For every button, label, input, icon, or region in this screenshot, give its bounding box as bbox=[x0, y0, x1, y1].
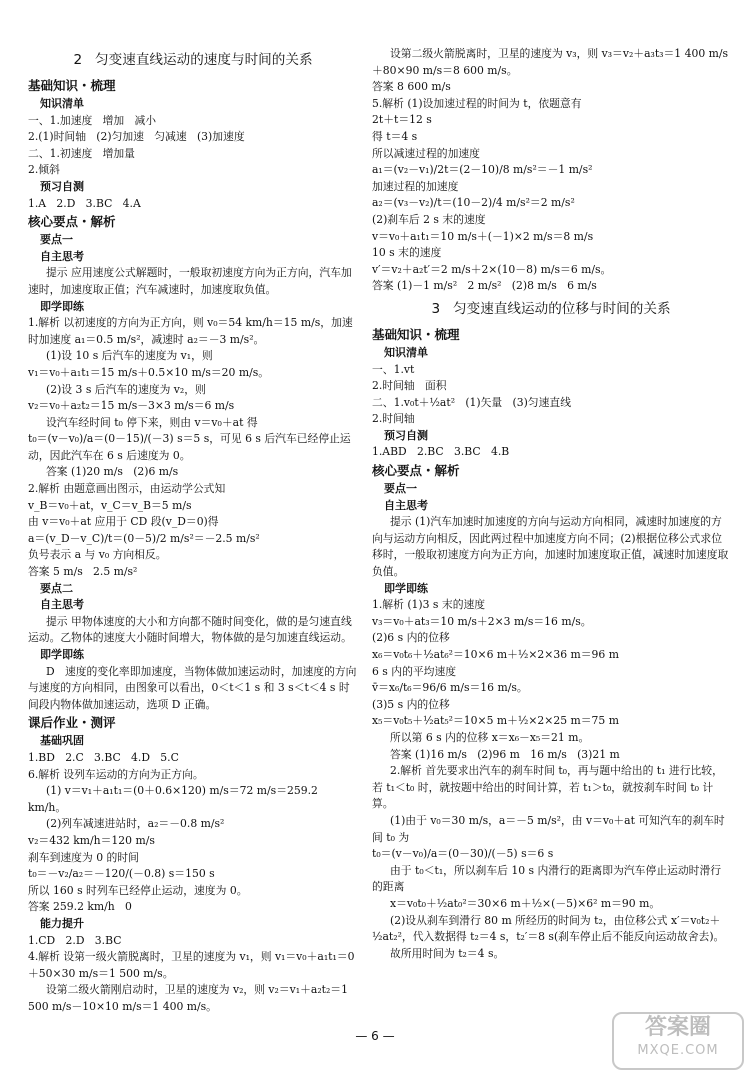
text-line: 故所用时间为 t₂＝4 s。 bbox=[390, 946, 505, 960]
subheading: 预习自测 bbox=[384, 428, 428, 442]
watermark-url: MXQE.COM bbox=[637, 1043, 719, 1058]
text-line: 2.倾斜 bbox=[28, 163, 60, 177]
right-column bbox=[372, 46, 730, 962]
watermark-logo bbox=[612, 1012, 744, 1070]
left-column bbox=[28, 46, 358, 1015]
text-line: a＝(v_D－v_C)/t＝(0－5)/2 m/s²＝－2.5 m/s² bbox=[28, 531, 260, 545]
text-line: 得 t＝4 s bbox=[372, 129, 418, 143]
text-line: (1) v＝v₁＋a₁t₁＝(0＋0.6×120) m/s＝72 m/s＝259.2 km/h。 bbox=[28, 784, 322, 814]
text-line: v_B＝v₀＋at，v_C＝v_B＝5 m/s bbox=[28, 498, 192, 512]
subheading: 知识清单 bbox=[40, 97, 84, 110]
text-line: v₂＝432 km/h＝120 m/s bbox=[28, 833, 155, 847]
text-line: (2)6 s 内的位移 bbox=[372, 631, 450, 645]
watermark-text: 答案圈 bbox=[644, 1015, 711, 1040]
text-line: t₀＝－v₂/a₂＝－120/(－0.8) s＝150 s bbox=[28, 867, 215, 881]
text-line: 10 s 末的速度 bbox=[372, 246, 442, 260]
text-line: 1.A 2.D 3.BC 4.A bbox=[28, 196, 141, 210]
text-line: t₀＝(v－v₀)/a＝(0－15)/(－3) s＝5 s，可见 6 s 后汽车已经停止运动，因此汽车在 6 s 后速度为 0。 bbox=[28, 432, 351, 462]
text-line: 刹车到速度为 0 的时间 bbox=[28, 850, 139, 864]
subheading: 基础巩固 bbox=[40, 734, 84, 748]
text-line: (3)5 s 内的位移 bbox=[372, 697, 450, 711]
text-line: 所以第 6 s 内的位移 x＝x₆－x₅＝21 m。 bbox=[390, 730, 590, 744]
text-line: v₂＝v₀＋a₂t₂＝15 m/s－3×3 m/s＝6 m/s bbox=[28, 399, 235, 413]
text-line: 2.时间轴 bbox=[372, 412, 415, 426]
part-heading: 核心要点・解析 bbox=[28, 214, 116, 230]
text-line: 1.CD 2.D 3.BC bbox=[28, 933, 122, 947]
text-line: (2)刹车后 2 s 末的速度 bbox=[372, 212, 486, 226]
part-heading: 基础知识・梳理 bbox=[28, 78, 116, 93]
text-line: 1.ABD 2.BC 3.BC 4.B bbox=[372, 445, 510, 459]
text-line: (2)列车减速进站时，a₂＝－0.8 m/s² bbox=[46, 817, 225, 831]
text-line: 一、1.vt bbox=[372, 362, 415, 376]
subheading: 即学即练 bbox=[40, 299, 84, 313]
text-line: 5.解析 (1)设加速过程的时间为 t，依题意有 bbox=[372, 96, 582, 110]
text-line: v₃＝v₀＋at₃＝10 m/s＋2×3 m/s＝16 m/s。 bbox=[372, 614, 592, 628]
text-line: a₂＝(v₃－v₂)/t＝(10－2)/4 m/s²＝2 m/s² bbox=[372, 196, 575, 210]
text-line: a₁＝(v₂－v₁)/2t＝(2－10)/8 m/s²＝－1 m/s² bbox=[372, 163, 593, 177]
text-line: 提示 甲物体速度的大小和方向都不随时间变化，做的是匀速直线运动。乙物体的速度大小随时间增大，物体做的是匀加速直线运动。 bbox=[28, 614, 352, 645]
text-line: 加速过程的加速度 bbox=[372, 179, 459, 193]
text-line: 2.时间轴 面积 bbox=[372, 379, 447, 393]
text-line: 所以减速过程的加速度 bbox=[372, 146, 480, 160]
text-line: 答案 259.2 km/h 0 bbox=[28, 900, 132, 914]
text-line: x＝v₀t₀＋½at₀²＝30×6 m＋½×(－5)×6² m＝90 m。 bbox=[390, 896, 661, 910]
subheading: 自主思考 bbox=[384, 498, 428, 512]
text-line: v̄＝x₆/t₆＝96/6 m/s＝16 m/s。 bbox=[372, 681, 528, 695]
text-line: 答案 5 m/s 2.5 m/s² bbox=[28, 565, 138, 579]
subheading: 预习自测 bbox=[40, 179, 84, 193]
subheading: 知识清单 bbox=[384, 345, 428, 359]
text-line: t₀＝(v－v₀)/a＝(0－30)/(－5) s＝6 s bbox=[372, 847, 554, 861]
subheading: 自主思考 bbox=[40, 598, 84, 612]
text-line: 负号表示 a 与 v₀ 方向相反。 bbox=[28, 548, 167, 562]
subheading: 自主思考 bbox=[40, 249, 84, 263]
text-line: 1.BD 2.C 3.BC 4.D 5.C bbox=[28, 750, 179, 764]
text-line: 答案 (1)16 m/s (2)96 m 16 m/s (3)21 m bbox=[390, 747, 620, 761]
text-line: 由 v＝v₀＋at 应用于 CD 段(v_D＝0)得 bbox=[28, 515, 219, 529]
subheading: 即学即练 bbox=[40, 648, 84, 661]
text-line: x₆＝v₀t₆＋½at₆²＝10×6 m＋½×2×36 m＝96 m bbox=[372, 648, 619, 661]
text-line: 设汽车经时间 t₀ 停下来，则由 v＝v₀＋at 得 bbox=[46, 415, 258, 429]
text-line: 所以 160 s 时列车已经停止运动，速度为 0。 bbox=[28, 883, 248, 897]
text-line: (1)设 10 s 后汽车的速度为 v₁，则 bbox=[46, 349, 213, 363]
text-line: 6.解析 设列车运动的方向为正方向。 bbox=[28, 767, 204, 781]
text-line: v₁＝v₀＋a₁t₁＝15 m/s＋0.5×10 m/s＝20 m/s。 bbox=[28, 365, 270, 379]
subheading: 要点二 bbox=[40, 581, 73, 595]
text-line: 2t＋t＝12 s bbox=[372, 113, 432, 127]
section-title: 3 匀变速直线运动的位移与时间的关系 bbox=[431, 300, 671, 317]
part-heading: 核心要点・解析 bbox=[372, 463, 460, 479]
text-line: 提示 应用速度公式解题时，一般取初速度方向为正方向，汽车加速时，加速度取正值；汽车减速时，加速度取负值。 bbox=[28, 266, 352, 296]
text-line: 二、1.v₀t＋½at² (1)矢量 (3)匀速直线 bbox=[372, 395, 571, 409]
part-heading: 课后作业・测评 bbox=[28, 715, 116, 731]
text-line: 设第二级火箭脱离时，卫星的速度为 v₃，则 v₃＝v₂＋a₃t₃＝1 400 m/s＋80×90 m/s＝8 600 m/s。 bbox=[372, 47, 729, 77]
text-line: 2.解析 由题意画出图示，由运动学公式知 bbox=[28, 482, 226, 496]
text-line: x₅＝v₀t₅＋½at₅²＝10×5 m＋½×2×25 m＝75 m bbox=[372, 714, 619, 728]
text-line: 提示 (1)汽车加速时加速度的方向与运动方向相同，减速时加速度的方向与运动方向相反，因此两过程中加速度方向不同；(2)根据位移公式求位移时，一般取初速度方向为正方向，加速时加速度取正值，减速时加速度取负值。 bbox=[372, 515, 729, 579]
subheading: 即学即练 bbox=[384, 581, 428, 595]
text-line: 答案 (1)20 m/s (2)6 m/s bbox=[46, 465, 179, 479]
text-line: (1)由于 v₀＝30 m/s，a＝－5 m/s²，由 v＝v₀＋at 可知汽车的刹车时间 t₀ 为 bbox=[372, 813, 725, 844]
text-line: 4.解析 设第一级火箭脱离时，卫星的速度为 v₁，则 v₁＝v₀＋a₁t₁＝0＋50×30 m/s＝1 500 m/s。 bbox=[28, 950, 355, 980]
text-line: (2)设从刹车到滑行 80 m 所经历的时间为 t₂，由位移公式 x′＝v₀t₂＋½at₂²，代入数据得 t₂＝4 s，t₂′＝8 s(刹车停止后不能反向运动故舍去)。 bbox=[372, 913, 725, 944]
text-line: 设第二级火箭刚启动时，卫星的速度为 v₂，则 v₂＝v₁＋a₂t₂＝1 500 m/s－10×10 m/s＝1 400 m/s。 bbox=[28, 983, 352, 1013]
text-line: v＝v₀＋a₁t₁＝10 m/s＋(－1)×2 m/s＝8 m/s bbox=[372, 229, 594, 243]
text-line: v′＝v₂＋a₂t′＝2 m/s＋2×(10－8) m/s＝6 m/s。 bbox=[372, 262, 612, 276]
subheading: 能力提升 bbox=[40, 916, 84, 930]
subheading: 要点一 bbox=[40, 233, 73, 247]
subheading: 要点一 bbox=[384, 482, 417, 496]
page-number: — 6 — bbox=[355, 1029, 395, 1043]
section-title: 2 匀变速直线运动的速度与时间的关系 bbox=[73, 52, 313, 68]
text-line: D 速度的变化率即加速度，当物体做加速运动时，加速度的方向与速度的方向相同，由图象可以看出，0＜t＜1 s 和 3 s＜t＜4 s 时间段内物体做加速运动，选项 D 正确。 bbox=[28, 664, 357, 711]
text-line: 答案 8 600 m/s bbox=[372, 80, 451, 94]
text-line: (2)设 3 s 后汽车的速度为 v₂，则 bbox=[46, 382, 206, 396]
text-line: 1.解析 (1)3 s 末的速度 bbox=[372, 598, 486, 612]
text-line: 由于 t₀＜t₁，所以刹车后 10 s 内滑行的距离即为汽车停止运动时滑行的距离 bbox=[372, 863, 722, 894]
text-line: 6 s 内的平均速度 bbox=[372, 664, 457, 678]
text-line: 1.解析 以初速度的方向为正方向，则 v₀＝54 km/h＝15 m/s，加速时加速度 a₁＝0.5 m/s²，减速时 a₂＝－3 m/s²。 bbox=[28, 316, 353, 346]
text-line: 二、1.初速度 增加量 bbox=[28, 146, 135, 160]
text-line: 答案 (1)－1 m/s² 2 m/s² (2)8 m/s 6 m/s bbox=[372, 279, 597, 293]
part-heading: 基础知识・梳理 bbox=[372, 326, 460, 342]
text-line: 一、1.加速度 增加 减小 bbox=[28, 113, 157, 127]
text-line: 2.(1)时间轴 (2)匀加速 匀减速 (3)加速度 bbox=[28, 130, 245, 144]
text-line: 2.解析 首先要求出汽车的刹车时间 t₀，再与题中给出的 t₁ 进行比较，若 t₁＜t₀ 时，就按题中给出的时间计算，若 t₁＞t₀，就按刹车时间 t₀ 计算。 bbox=[372, 764, 723, 811]
